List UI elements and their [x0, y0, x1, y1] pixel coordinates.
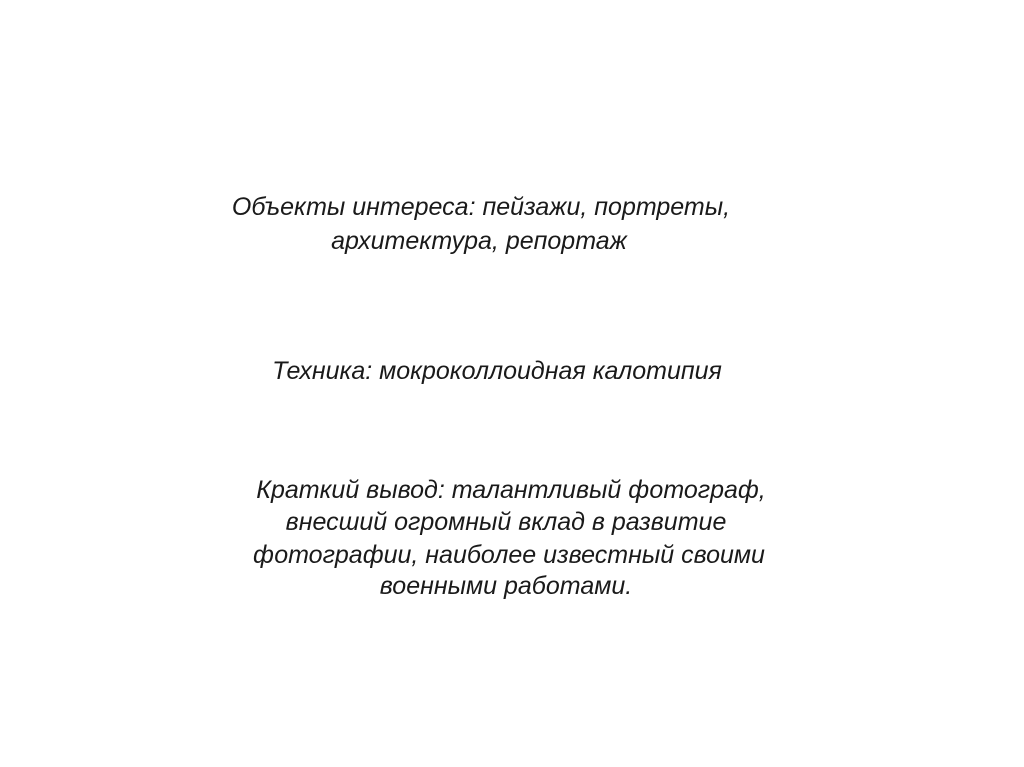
conclusion-line: внесший огромный вклад в развитие — [285, 508, 727, 536]
conclusion-line: Краткий вывод: талантливый фотограф, — [256, 476, 766, 504]
interests-line: архитектура, репортаж — [331, 227, 627, 255]
interests-line: Объекты интереса: пейзажи, портреты, — [231, 193, 731, 221]
conclusion-line: фотографии, наиболее известный своими — [253, 541, 765, 569]
technique-text: Техника: мокроколлоидная калотипия — [272, 357, 722, 385]
conclusion-line: военными работами. — [379, 572, 633, 600]
